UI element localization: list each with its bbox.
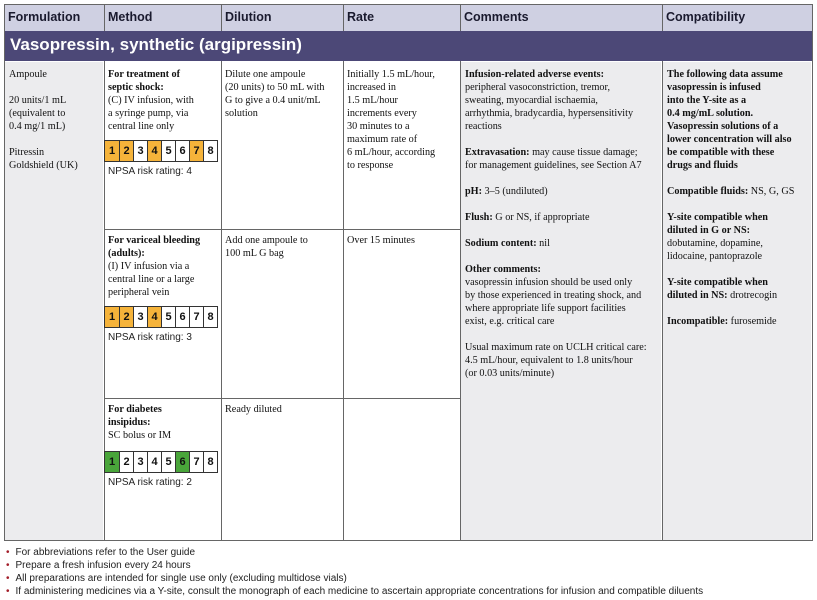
- risk-box: 3: [133, 141, 147, 161]
- risk-box: 4: [147, 141, 161, 161]
- extravasation-text: may cause tissue damage; for management guidelines, see Section A7: [465, 147, 642, 171]
- adverse-title: Infusion-related adverse events:: [465, 69, 605, 80]
- grid-line: [662, 4, 663, 31]
- risk-box: 3: [133, 307, 147, 327]
- extravasation-title: Extravasation:: [465, 147, 530, 158]
- risk-box: 8: [203, 141, 217, 161]
- ph-text: 3–5 (undiluted): [481, 186, 548, 197]
- dilution-2: Add one ampoule to 100 mL G bag: [225, 235, 308, 259]
- sodium-title: Sodium content:: [465, 238, 537, 249]
- sodium-text: nil: [536, 238, 550, 249]
- flush-text: G or NS, if appropriate: [492, 212, 590, 223]
- grid-line: [104, 4, 105, 31]
- grid-line: [4, 4, 5, 541]
- grid-line: [343, 4, 344, 31]
- risk-box: 6: [175, 452, 189, 472]
- bullet-icon: •: [6, 573, 10, 584]
- flush-title: Flush:: [465, 212, 493, 223]
- method-title-3: For diabetes insipidus:: [108, 404, 162, 428]
- header-compatibility: Compatibility: [666, 10, 746, 24]
- compat-intro: The following data assume vasopressin is infused into the Y-site as a 0.4 mg/mL solution. Vasopressin solutions of a lower concentration will also be compatible with these drugs and fluids: [667, 69, 792, 171]
- risk-box: 5: [161, 307, 175, 327]
- footnote: [6, 547, 195, 558]
- method-text-2: (I) IV infusion via a central line or a large peripheral vein: [108, 261, 195, 298]
- risk-box: 1: [105, 141, 119, 161]
- footnote-text: All preparations are intended for single use only (excluding multidose vials): [15, 573, 347, 584]
- header-rate: Rate: [347, 10, 375, 24]
- dilution-3: Ready diluted: [225, 404, 282, 415]
- risk-label-1: NPSA risk rating: 4: [108, 166, 192, 177]
- risk-box: 7: [189, 307, 203, 327]
- bullet-icon: •: [6, 560, 10, 571]
- drug-title: Vasopressin, synthetic (argipressin): [10, 35, 302, 54]
- risk-box: 8: [203, 307, 217, 327]
- grid-line: [812, 4, 813, 541]
- grid-line: [460, 61, 461, 541]
- risk-label-3: NPSA risk rating: 2: [108, 477, 192, 488]
- header-dilution: Dilution: [225, 10, 272, 24]
- incompatible-title: Incompatible:: [667, 316, 729, 327]
- footnote-text: For abbreviations refer to the User guide: [15, 547, 196, 558]
- adverse-text: peripheral vasoconstriction, tremor, sweating, myocardial ischaemia, arrhythmia, bradycardia, hypersensitivity reactions: [465, 82, 634, 132]
- risk-rating-boxes-2: [104, 306, 218, 328]
- rate-2: Over 15 minutes: [347, 235, 415, 246]
- grid-line: [4, 4, 813, 5]
- risk-box: 2: [119, 141, 133, 161]
- risk-box: 6: [175, 307, 189, 327]
- formulation-text: Ampoule 20 units/1 mL (equivalent to 0.4 mg/1 mL) Pitressin Goldshield (UK): [9, 69, 78, 171]
- dilution-1: Dilute one ampoule (20 units) to 50 mL with G to give a 0.4 unit/mL solution: [225, 69, 325, 119]
- risk-box: 1: [105, 307, 119, 327]
- usual-rate-text: Usual maximum rate on UCLH critical care: 4.5 mL/hour, equivalent to 1.8 units/hour (or 0.03 units/minute): [465, 342, 647, 379]
- grid-line: [221, 4, 222, 31]
- risk-box: 1: [105, 452, 119, 472]
- risk-box: 5: [161, 452, 175, 472]
- ysite-g-ns-text: dobutamine, dopamine, lidocaine, pantoprazole: [667, 238, 763, 262]
- risk-box: 8: [203, 452, 217, 472]
- ysite-ns-title: Y-site compatible when diluted in NS:: [667, 277, 768, 301]
- grid-line: [221, 61, 222, 541]
- risk-box: 5: [161, 141, 175, 161]
- comments-block: [465, 68, 661, 380]
- grid-line: [343, 61, 344, 541]
- ph-title: pH:: [465, 186, 482, 197]
- risk-box: 7: [189, 141, 203, 161]
- footnote-text: Prepare a fresh infusion every 24 hours: [15, 560, 191, 571]
- bullet-icon: •: [6, 586, 10, 597]
- grid-line: [104, 229, 461, 230]
- grid-line: [4, 540, 813, 541]
- risk-box: 7: [189, 452, 203, 472]
- compat-fluids-text: NS, G, GS: [748, 186, 795, 197]
- header-comments: Comments: [464, 10, 529, 24]
- other-comments-title: Other comments:: [465, 264, 541, 275]
- risk-box: 6: [175, 141, 189, 161]
- header-method: Method: [108, 10, 153, 24]
- risk-box: 2: [119, 307, 133, 327]
- footnote: [6, 560, 191, 571]
- drug-title-band: [4, 31, 812, 61]
- footnote: [6, 586, 703, 597]
- risk-rating-boxes-3: [104, 451, 218, 473]
- risk-box: 2: [119, 452, 133, 472]
- risk-label-2: NPSA risk rating: 3: [108, 332, 192, 343]
- footnote: [6, 573, 347, 584]
- incompatible-text: furosemide: [728, 316, 777, 327]
- risk-rating-boxes-1: [104, 140, 218, 162]
- method-text-1: (C) IV infusion, with a syringe pump, via central line only: [108, 95, 194, 132]
- risk-box: 3: [133, 452, 147, 472]
- bullet-icon: •: [6, 547, 10, 558]
- grid-line: [104, 398, 461, 399]
- risk-box: 4: [147, 452, 161, 472]
- ysite-ns-text: drotrecogin: [727, 290, 778, 301]
- ysite-g-ns-title: Y-site compatible when diluted in G or NS:: [667, 212, 768, 236]
- method-title-2: For variceal bleeding (adults):: [108, 235, 201, 259]
- compat-fluids-title: Compatible fluids:: [667, 186, 749, 197]
- method-title-1: For treatment of septic shock:: [108, 69, 181, 93]
- header-formulation: Formulation: [8, 10, 81, 24]
- compatibility-block: [667, 68, 812, 328]
- grid-line: [460, 4, 461, 31]
- method-text-3: SC bolus or IM: [108, 430, 172, 441]
- rate-1: Initially 1.5 mL/hour, increased in 1.5 mL/hour increments every 30 minutes to a maximum rate of 6 mL/hour, according to response: [347, 69, 436, 171]
- footnote-text: If administering medicines via a Y-site, consult the monograph of each medicine to ascertain appropriate concentrations for infusion and compatible diluents: [15, 586, 704, 597]
- risk-box: 4: [147, 307, 161, 327]
- grid-line: [662, 61, 663, 541]
- other-comments-text: vasopressin infusion should be used only by those experienced in treating shock, and where appropriate life support facilities exist, e.g. critical care: [465, 277, 642, 327]
